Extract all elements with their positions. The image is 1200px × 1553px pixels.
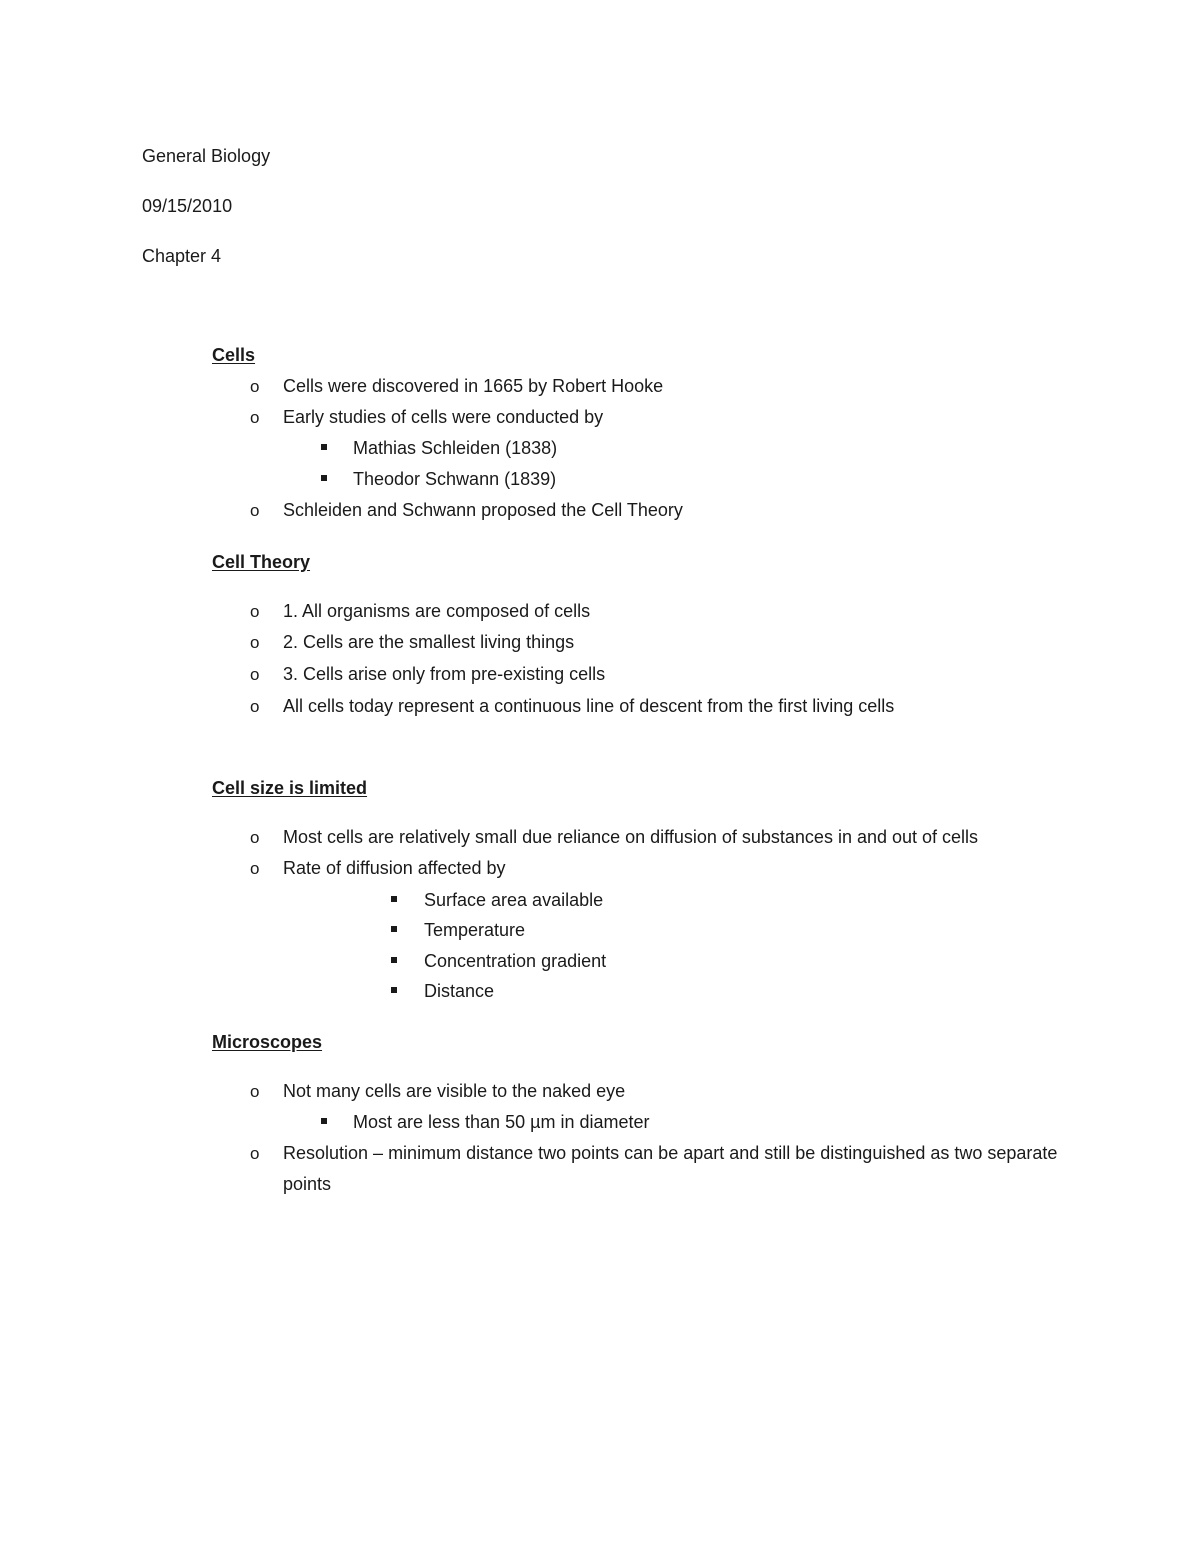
circle-bullet-icon: o — [250, 697, 260, 716]
circle-bullet-icon: o — [250, 1082, 260, 1101]
circle-bullet-icon: o — [250, 377, 260, 396]
list-item: Schleiden and Schwann proposed the Cell Theory — [283, 500, 683, 520]
list-item: 3. Cells arise only from pre-existing cells — [283, 664, 606, 684]
list-item: Resolution – minimum distance two points can be apart and still be distinguished as two separate points — [283, 1143, 1058, 1194]
circle-bullet-icon: o — [250, 1144, 260, 1163]
circle-bullet-icon: o — [250, 633, 260, 652]
circle-bullet-icon: o — [250, 501, 260, 520]
circle-bullet-icon: o — [250, 665, 260, 684]
list-item: Not many cells are visible to the naked eye — [283, 1081, 626, 1101]
list-subitem: Distance — [424, 981, 495, 1001]
list-subitem: Concentration gradient — [424, 951, 607, 971]
square-bullet-icon — [321, 475, 327, 481]
list-subitem: Most are less than 50 µm in diameter — [353, 1112, 650, 1132]
square-bullet-icon — [321, 1118, 327, 1124]
list-subitem: Theodor Schwann (1839) — [353, 469, 557, 489]
square-bullet-icon — [391, 896, 397, 902]
course-title: General Biology — [142, 146, 271, 166]
circle-bullet-icon: o — [250, 859, 260, 878]
section-heading-cell-size: Cell size is limited — [212, 778, 368, 798]
list-subitem: Mathias Schleiden (1838) — [353, 438, 558, 458]
list-item: Rate of diffusion affected by — [283, 858, 506, 878]
circle-bullet-icon: o — [250, 828, 260, 847]
list-item: 1. All organisms are composed of cells — [283, 601, 591, 621]
chapter-label: Chapter 4 — [142, 246, 222, 266]
section-heading-microscopes: Microscopes — [212, 1032, 323, 1052]
list-item: Early studies of cells were conducted by — [283, 407, 604, 427]
section-heading-cell-theory: Cell Theory — [212, 552, 311, 572]
note-date: 09/15/2010 — [142, 196, 233, 216]
list-item: All cells today represent a continuous line of descent from the first living cells — [283, 696, 895, 716]
list-item: 2. Cells are the smallest living things — [283, 632, 575, 652]
list-subitem: Surface area available — [424, 890, 604, 910]
square-bullet-icon — [391, 957, 397, 963]
list-item: Most cells are relatively small due reliance on diffusion of substances in and out of cells — [283, 827, 979, 847]
square-bullet-icon — [391, 987, 397, 993]
section-heading-cells: Cells — [212, 345, 256, 365]
square-bullet-icon — [321, 444, 327, 450]
circle-bullet-icon: o — [250, 408, 260, 427]
circle-bullet-icon: o — [250, 602, 260, 621]
square-bullet-icon — [391, 926, 397, 932]
list-subitem: Temperature — [424, 920, 526, 940]
list-item: Cells were discovered in 1665 by Robert Hooke — [283, 376, 664, 396]
